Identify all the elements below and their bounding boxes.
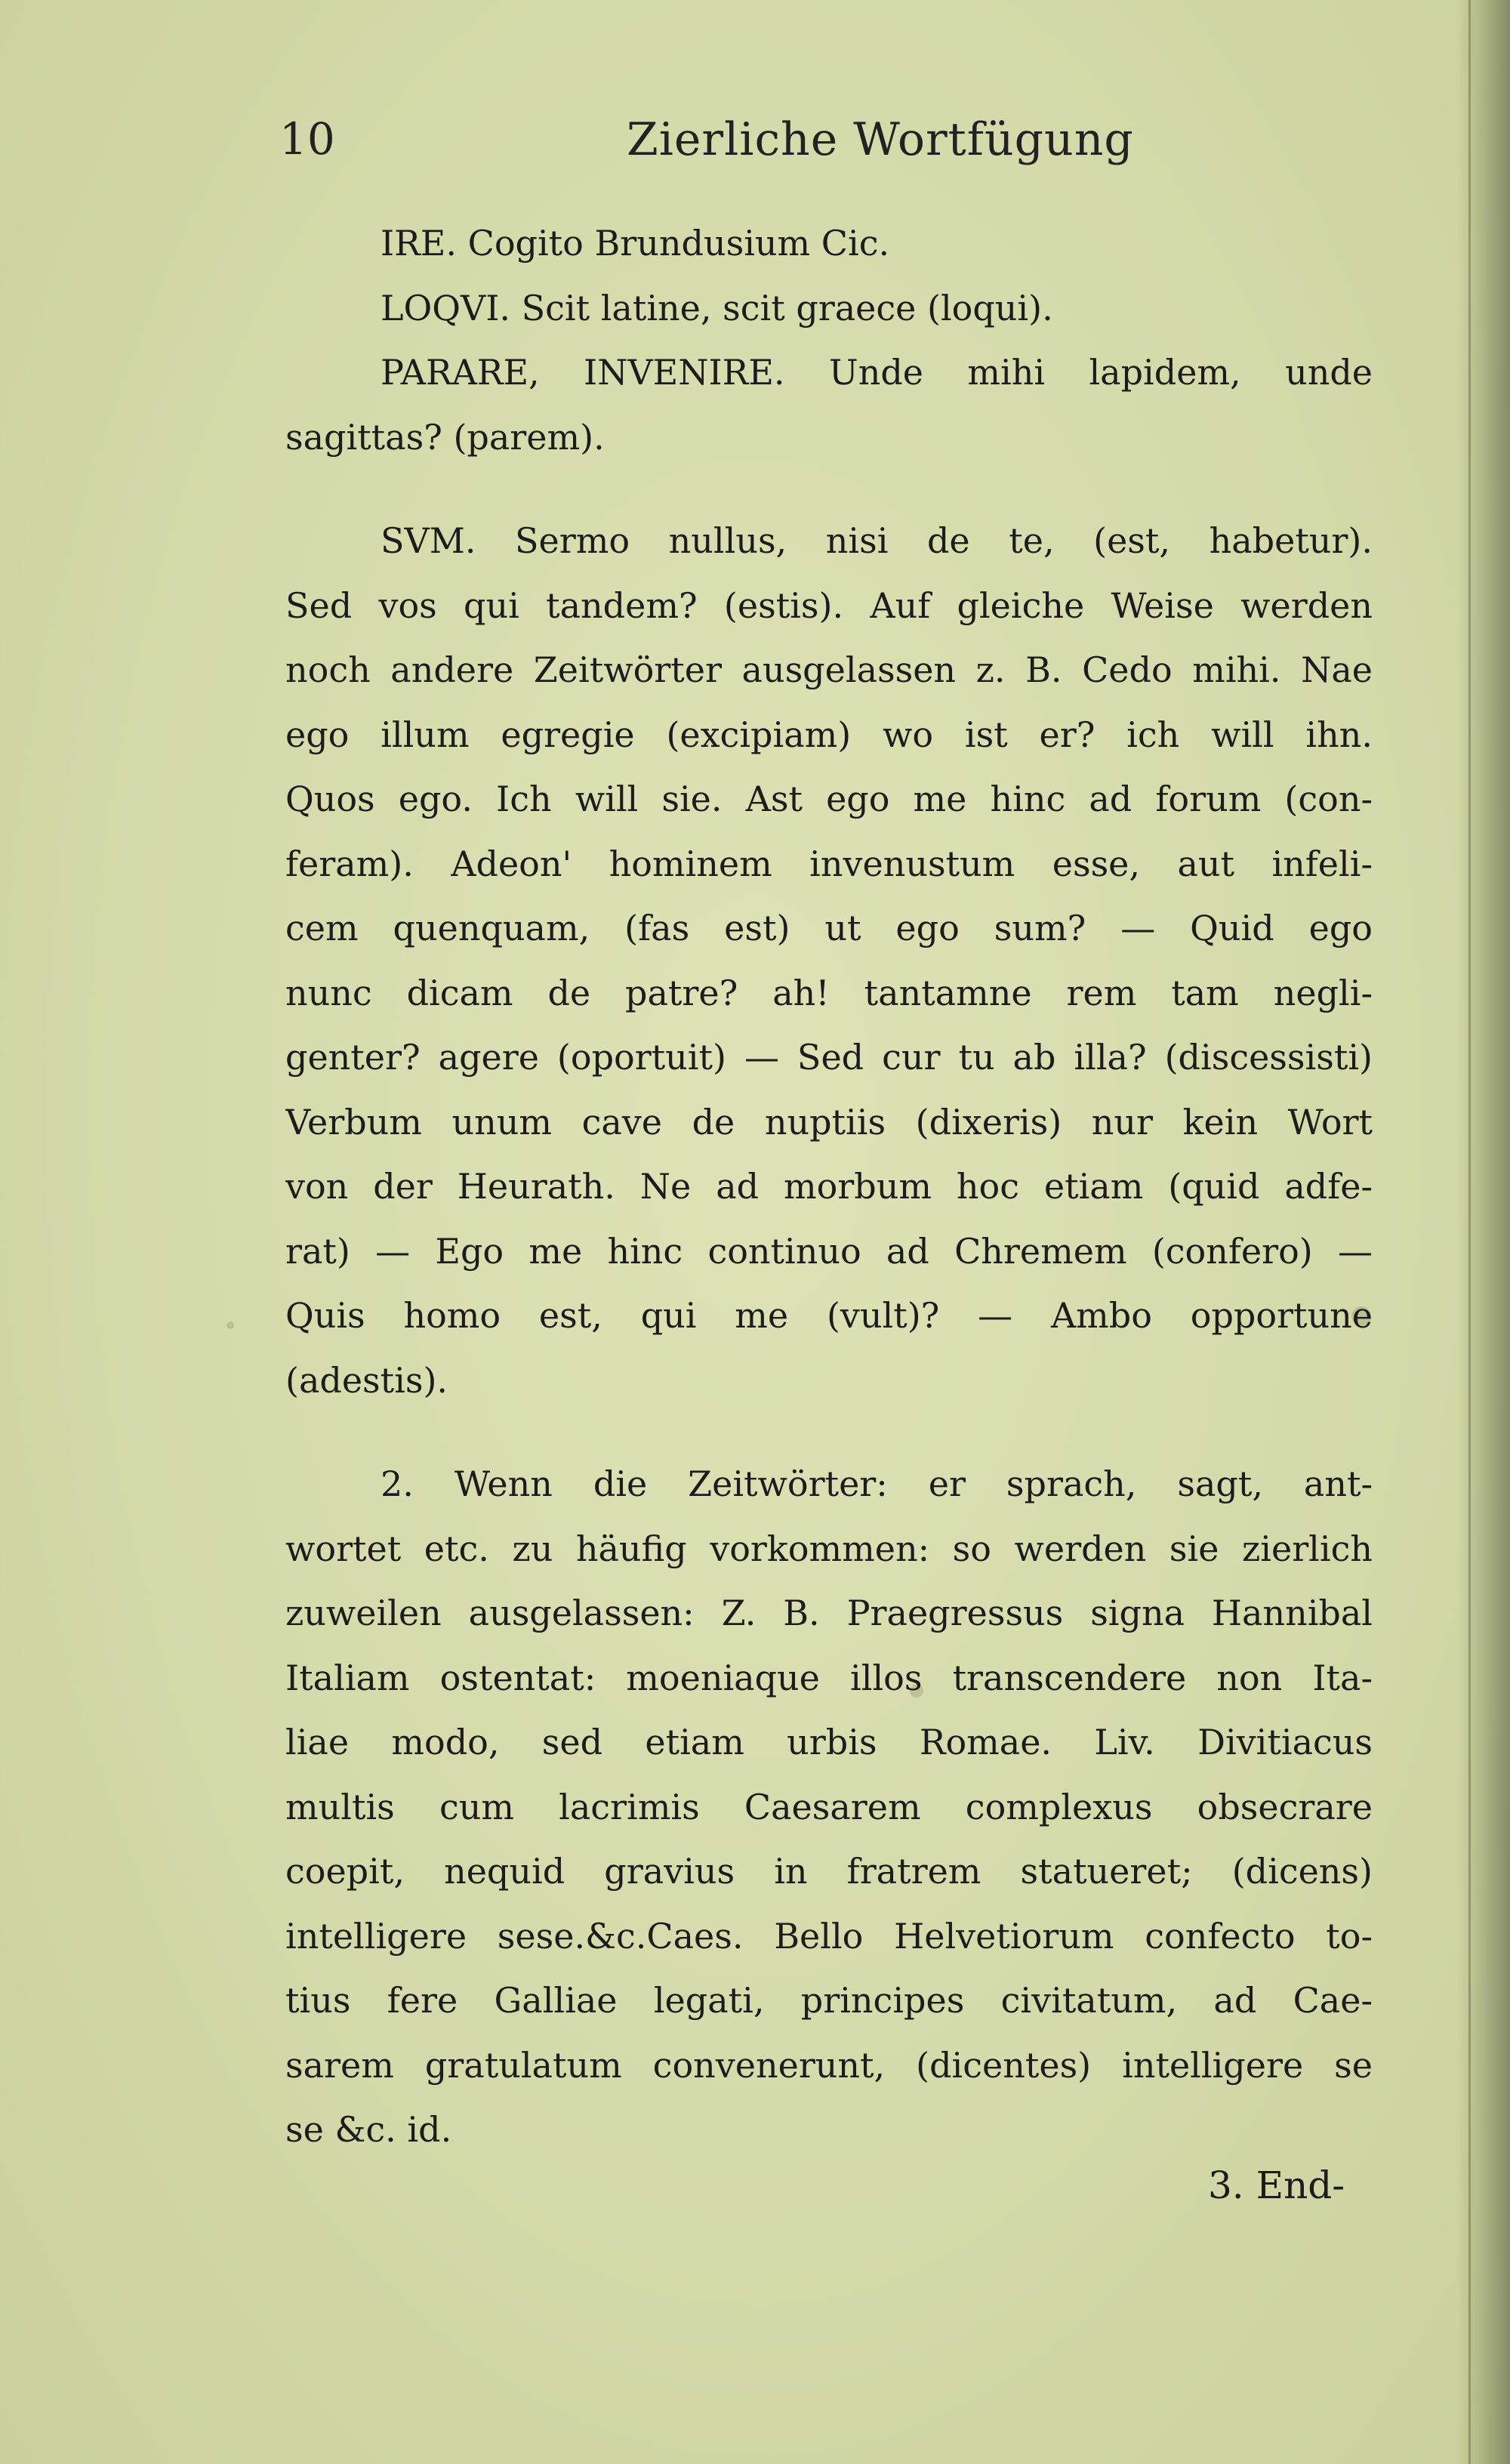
body-text — [285, 211, 1373, 2163]
text-line: zuweilen ausgelassen: Z. B. Praegressus signa Hannibal — [285, 1593, 1373, 1633]
text-line: 2. Wenn die Zeitwörter: er sprach, sagt, ant- — [381, 1463, 1373, 1504]
text-line: Sed vos qui tandem? (estis). Auf gleiche Weise werden — [285, 584, 1373, 626]
text-line: LOQVI. Scit latine, scit graece (loqui). — [381, 287, 1053, 328]
text-line: ego illum egregie (excipiam) wo ist er? ich will ihn. — [285, 714, 1373, 755]
page-header — [279, 113, 1374, 181]
text-line: Italiam ostentat: moeniaque illos transcendere non Ita- — [285, 1657, 1373, 1698]
paragraph-gap — [285, 470, 1373, 509]
text-line: PARARE, INVENIRE. Unde mihi lapidem, unde — [381, 352, 1373, 393]
text-line: cem quenquam, (fas est) ut ego sum? — Quid ego — [285, 908, 1373, 948]
catchword: 3. End- — [1208, 2163, 1345, 2207]
text-line: se &c. id. — [285, 2109, 452, 2150]
page-edge-shadow — [1457, 0, 1510, 2464]
text-line: noch andere Zeitwörter ausgelassen z. B. Cedo mihi. Nae — [285, 649, 1373, 690]
running-head: Zierliche Wortfügung — [627, 113, 1134, 166]
text-line: Verbum unum cave de nuptiis (dixeris) nur kein Wort — [285, 1101, 1373, 1143]
text-line: rat) — Ego me hinc continuo ad Chremem (confero) — — [285, 1230, 1373, 1272]
text-line: liae modo, sed etiam urbis Romae. Liv. Divitiacus — [285, 1722, 1373, 1762]
text-line: SVM. Sermo nullus, nisi de te, (est, habetur). — [381, 520, 1373, 561]
text-line: nunc dicam de patre? ah! tantamne rem tam negli- — [285, 972, 1373, 1013]
text-line: (adestis). — [285, 1359, 448, 1401]
text-line: sarem gratulatum convenerunt, (dicentes) intelligere se — [285, 2044, 1373, 2086]
page-edge-line — [1468, 0, 1471, 2464]
text-line: feram). Adeon' hominem invenustum esse, aut infeli- — [285, 843, 1373, 884]
paper-stain — [226, 1321, 234, 1329]
text-line: IRE. Cogito Brundusium Cic. — [381, 223, 890, 264]
text-line: genter? agere (oportuit) — Sed cur tu ab illa? (discessisti) — [285, 1037, 1373, 1078]
text-line: coepit, nequid gravius in fratrem statueret; (dicens) — [285, 1851, 1373, 1892]
page-number: 10 — [279, 113, 335, 165]
text-line: Quos ego. Ich will sie. Ast ego me hinc ad forum (con- — [285, 779, 1373, 819]
text-line: von der Heurath. Ne ad morbum hoc etiam (quid adfe- — [285, 1166, 1373, 1207]
text-line: sagittas? (parem). — [285, 416, 605, 458]
text-line: Quis homo est, qui me (vult)? — Ambo opportune — [285, 1295, 1373, 1336]
text-line: multis cum lacrimis Caesarem complexus obsecrare — [285, 1786, 1373, 1827]
text-line: tius fere Galliae legati, principes civitatum, ad Cae- — [285, 1980, 1373, 2021]
paragraph-gap — [285, 1413, 1373, 1452]
text-line: intelligere sese.&c.Caes. Bello Helvetiorum confecto to- — [285, 1915, 1373, 1957]
text-line: wortet etc. zu häufig vorkommen: so werden sie zierlich — [285, 1528, 1373, 1569]
